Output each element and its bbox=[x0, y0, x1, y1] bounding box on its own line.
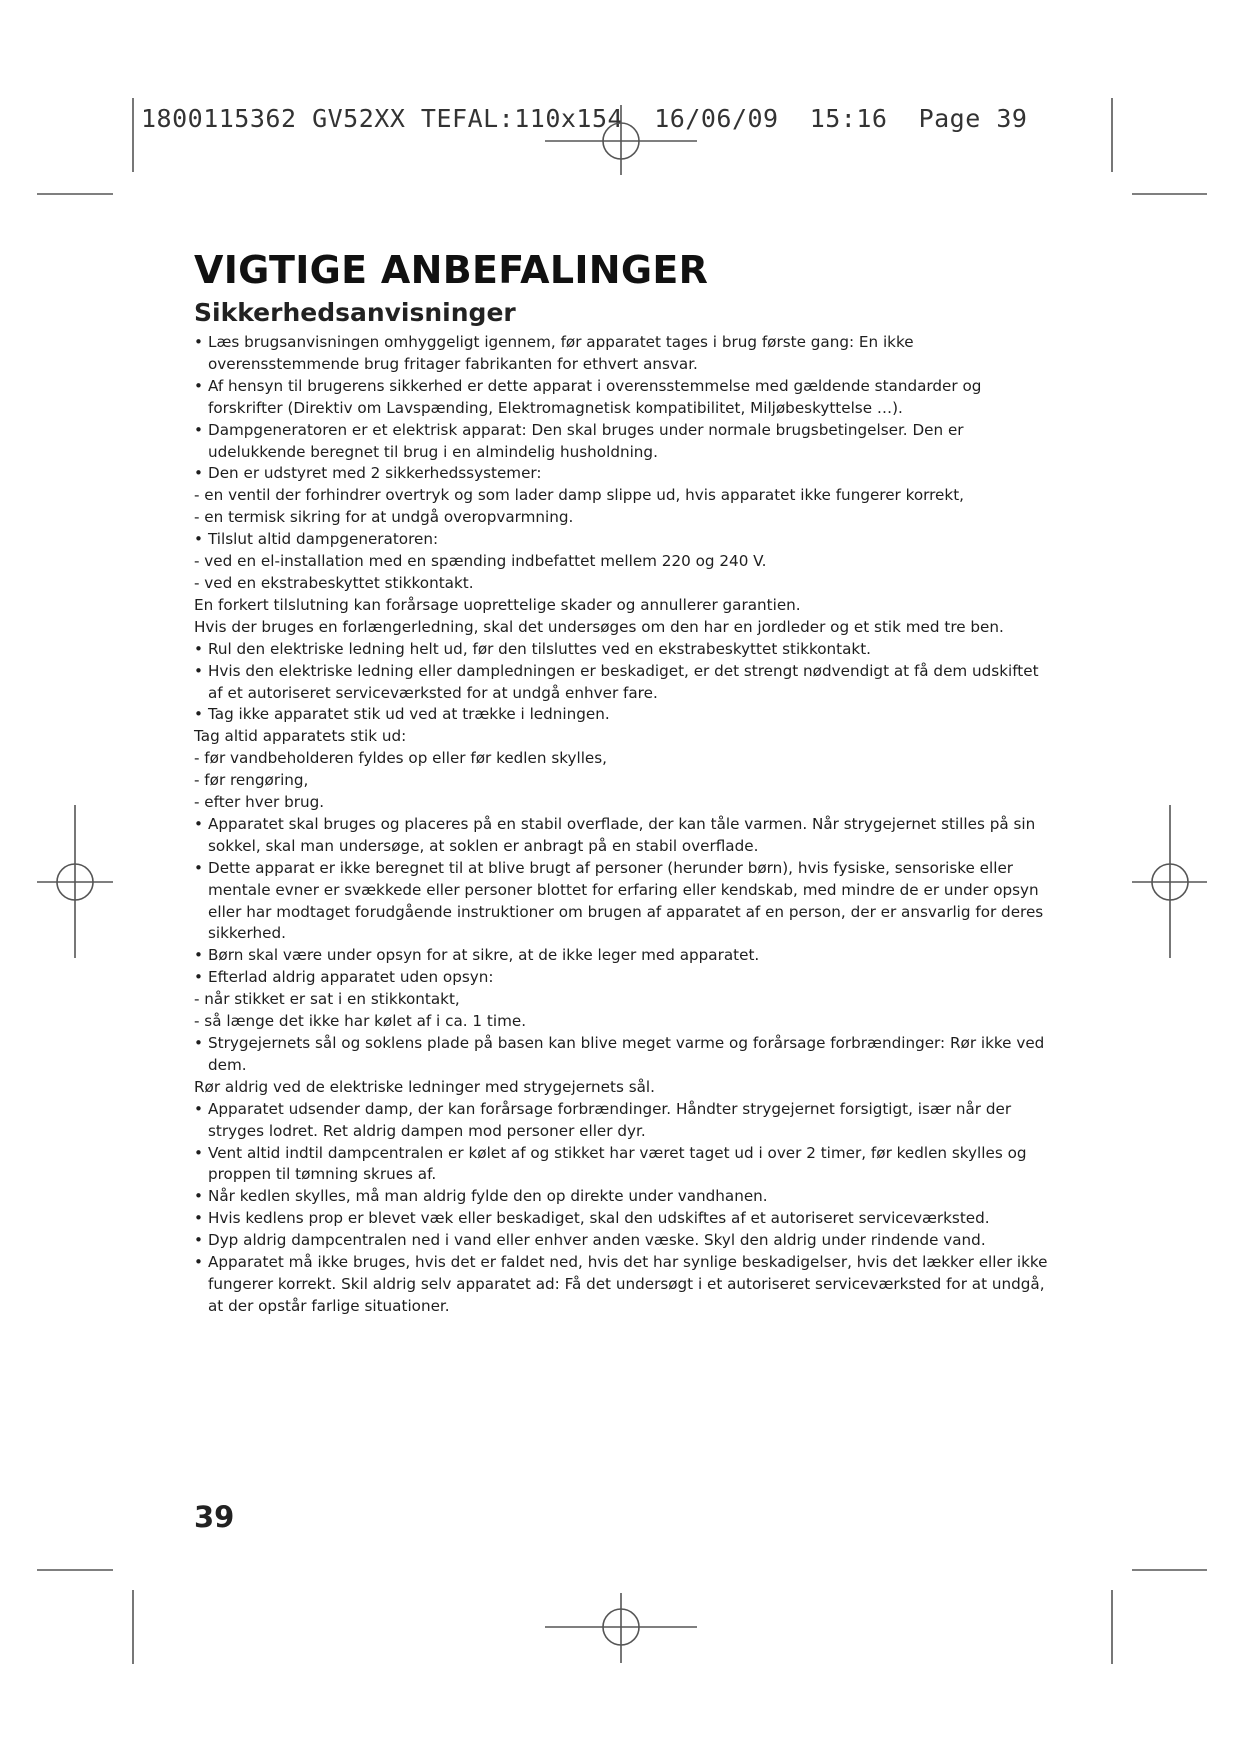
text-paragraph: - efter hver brug. bbox=[194, 793, 325, 812]
page-title: VIGTIGE ANBEFALINGER bbox=[194, 248, 709, 292]
bullet-paragraph: • Tag ikke apparatet stik ud ved at trække i ledningen. bbox=[194, 704, 1056, 726]
bullet-paragraph: • Vent altid indtil dampcentralen er kølet af og stikket har været taget ud i over 2 timer, før kedlen skylles og proppen til tømning skrues af. bbox=[194, 1143, 1056, 1187]
bullet-paragraph: • Apparatet udsender damp, der kan forårsage forbrændinger. Håndter strygejernet forsigtigt, især når der stryges lodret. Ret aldrig dampen mod personer eller dyr. bbox=[194, 1099, 1056, 1143]
bullet-paragraph: • Apparatet må ikke bruges, hvis det er faldet ned, hvis det har synlige beskadigelser, hvis det lækker eller ikke fungerer korrekt. Skil aldrig selv apparatet ad: Få det undersøgt i et autoriseret serviceværksted for at undgå, at der opstår farlige situationer. bbox=[194, 1252, 1056, 1318]
bullet-paragraph: • Hvis kedlens prop er blevet væk eller beskadiget, skal den udskiftes af et autoriseret serviceværksted. bbox=[194, 1208, 1056, 1230]
bullet-paragraph: • Af hensyn til brugerens sikkerhed er dette apparat i overensstemmelse med gældende standarder og forskrifter (Direktiv om Lavspænding, Elektromagnetisk kompatibilitet, Miljøbeskyttelse …). bbox=[194, 376, 1056, 420]
bullet-paragraph: • Dette apparat er ikke beregnet til at blive brugt af personer (herunder børn), hvis fysiske, sensoriske eller mentale evner er svækkede eller personer blottet for erfaring eller kendskab, med mindre de er under opsyn eller har modtaget forudgående instruktioner om brugen af apparatet af en person, der er ansvarlig for deres sikkerhed. bbox=[194, 858, 1056, 946]
text-paragraph: - før vandbeholderen fyldes op eller før kedlen skylles, bbox=[194, 749, 608, 768]
text-paragraph: Tag altid apparatets stik ud: bbox=[194, 727, 407, 746]
text-paragraph: - ved en ekstrabeskyttet stikkontakt. bbox=[194, 573, 474, 592]
bullet-paragraph: • Børn skal være under opsyn for at sikre, at de ikke leger med apparatet. bbox=[194, 945, 1056, 967]
text-paragraph: - når stikket er sat i en stikkontakt, bbox=[194, 990, 460, 1009]
body-text bbox=[194, 332, 1056, 1318]
bullet-paragraph: • Dampgeneratoren er et elektrisk apparat: Den skal bruges under normale brugsbetingelser. Den er udelukkende beregnet til brug i en almindelig husholdning. bbox=[194, 420, 1056, 464]
bullet-paragraph: • Dyp aldrig dampcentralen ned i vand eller enhver anden væske. Skyl den aldrig under rindende vand. bbox=[194, 1230, 1056, 1252]
bullet-paragraph: • Apparatet skal bruges og placeres på en stabil overflade, der kan tåle varmen. Når strygejernet stilles på sin sokkel, skal man undersøge, at soklen er anbragt på en stabil overflade. bbox=[194, 814, 1056, 858]
bullet-paragraph: • Den er udstyret med 2 sikkerhedssystemer: bbox=[194, 463, 1056, 485]
page-number: 39 bbox=[194, 1500, 235, 1534]
text-paragraph: - før rengøring, bbox=[194, 771, 309, 790]
bullet-paragraph: • Rul den elektriske ledning helt ud, før den tilsluttes ved en ekstrabeskyttet stikkontakt. bbox=[194, 639, 1056, 661]
text-paragraph: Hvis der bruges en forlængerledning, skal det undersøges om den har en jordleder og et stik med tre ben. bbox=[194, 617, 1004, 636]
text-paragraph: - ved en el-installation med en spænding indbefattet mellem 220 og 240 V. bbox=[194, 552, 767, 571]
print-header: 1800115362 GV52XX TEFAL:110x154 16/06/09 15:16 Page 39 bbox=[141, 104, 1028, 133]
bullet-paragraph: • Når kedlen skylles, må man aldrig fylde den op direkte under vandhanen. bbox=[194, 1186, 1056, 1208]
bullet-paragraph: • Strygejernets sål og soklens plade på basen kan blive meget varme og forårsage forbrændinger: Rør ikke ved dem. bbox=[194, 1033, 1056, 1077]
bullet-paragraph: • Efterlad aldrig apparatet uden opsyn: bbox=[194, 967, 1056, 989]
bullet-paragraph: • Hvis den elektriske ledning eller dampledningen er beskadiget, er det strengt nødvendigt at få dem udskiftet af et autoriseret serviceværksted for at undgå enhver fare. bbox=[194, 661, 1056, 705]
bullet-paragraph: • Tilslut altid dampgeneratoren: bbox=[194, 529, 1056, 551]
text-paragraph: - så længe det ikke har kølet af i ca. 1 time. bbox=[194, 1012, 527, 1031]
text-paragraph: - en ventil der forhindrer overtryk og som lader damp slippe ud, hvis apparatet ikke fungerer korrekt, bbox=[194, 486, 964, 505]
text-paragraph: En forkert tilslutning kan forårsage uoprettelige skader og annullerer garantien. bbox=[194, 595, 801, 614]
text-paragraph: - en termisk sikring for at undgå overopvarmning. bbox=[194, 508, 574, 527]
bullet-paragraph: • Læs brugsanvisningen omhyggeligt igennem, før apparatet tages i brug første gang: En ikke overensstemmende brug fritager fabrikanten for ethvert ansvar. bbox=[194, 332, 1056, 376]
text-paragraph: Rør aldrig ved de elektriske ledninger med strygejernets sål. bbox=[194, 1077, 655, 1096]
section-subtitle: Sikkerhedsanvisninger bbox=[194, 298, 516, 327]
